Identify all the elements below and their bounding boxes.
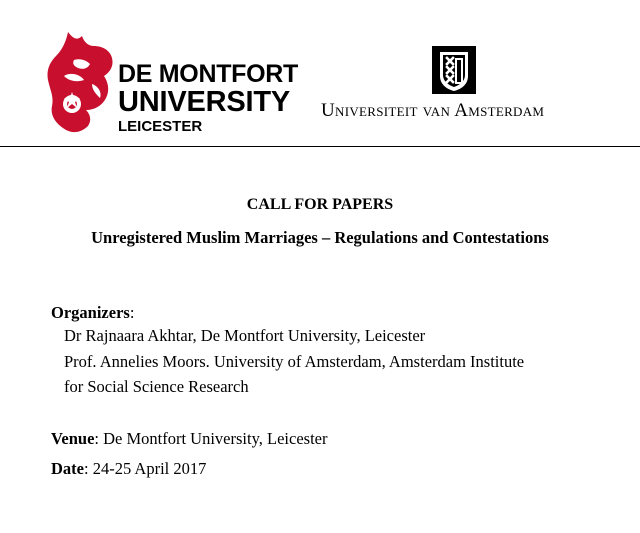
venue-value: : De Montfort University, Leicester <box>94 429 328 448</box>
call-title: CALL FOR PAPERS <box>246 196 394 213</box>
dmu-crest-icon <box>44 32 124 136</box>
date-label: Date <box>51 459 84 478</box>
dmu-wordmark <box>118 62 298 134</box>
organizers-colon: : <box>129 303 135 322</box>
organizer-line-1: Dr Rajnaara Akhtar, De Montfort University, Leicester <box>64 326 426 345</box>
dmu-name-line2: UNIVERSITY <box>118 86 291 118</box>
header-divider <box>0 146 640 147</box>
date-line <box>51 458 206 480</box>
uva-wordmark: Universiteit van Amsterdam <box>321 100 545 121</box>
uva-emblem-icon <box>432 46 476 94</box>
organizer-line-3: for Social Science Research <box>64 377 249 396</box>
organizer-line-2: Prof. Annelies Moors. University of Amsterdam, Amsterdam Institute <box>64 352 525 371</box>
dmu-name-line3: LEICESTER <box>118 118 203 135</box>
organizers-label: Organizers <box>51 303 130 322</box>
organizers-heading <box>51 302 134 324</box>
venue-label: Venue <box>51 429 95 448</box>
call-subtitle: Unregistered Muslim Marriages – Regulations and Contestations <box>91 228 549 247</box>
venue-line <box>51 428 327 450</box>
date-value: : 24-25 April 2017 <box>83 459 207 478</box>
dmu-name-line1: DE MONTFORT <box>118 60 299 88</box>
letterhead <box>0 0 640 146</box>
